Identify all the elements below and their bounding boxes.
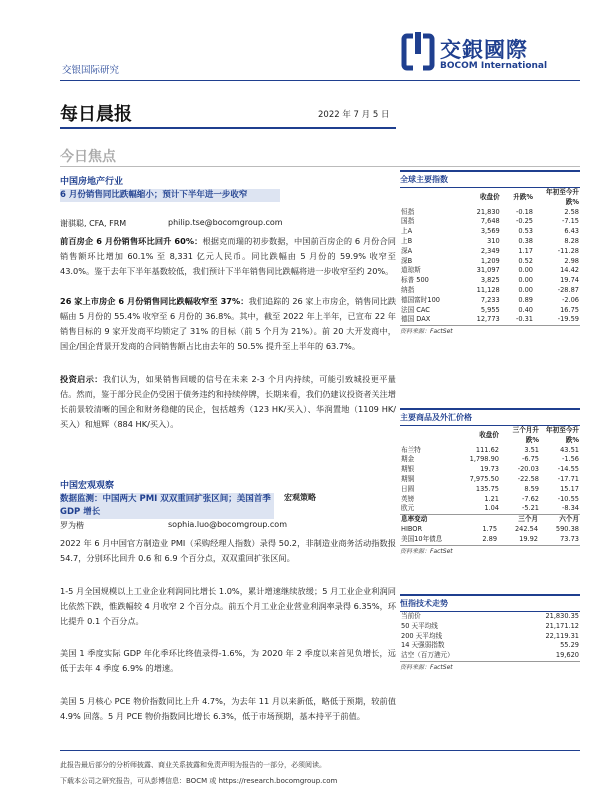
paragraph-lead: 前百房企 6 月份销售环比回升 60%：: [60, 236, 203, 246]
panel-title: 全球主要指数: [400, 170, 580, 188]
cell-value: 21,830.35: [545, 612, 579, 620]
table-row: [400, 632, 580, 642]
cell-value: 22,119.31: [545, 631, 579, 640]
cell-value: 135.75: [475, 484, 499, 493]
commodities-panel: [400, 408, 580, 555]
column-header: 升跌%: [513, 192, 533, 201]
table-row: [400, 525, 580, 535]
row-label: 上A: [401, 227, 413, 236]
technical-panel: [400, 594, 580, 671]
cell-value: 15.17: [560, 484, 579, 493]
section-category: 中国宏观观察: [60, 481, 115, 491]
row-label: 上B: [401, 236, 413, 245]
table-row: [400, 535, 580, 545]
section-tag: 宏观策略: [284, 493, 316, 502]
department-label: 交银国际研究: [62, 65, 120, 76]
cell-value: 19.73: [480, 465, 499, 474]
cell-value: 55.29: [560, 641, 579, 650]
cell-value: 0.89: [518, 295, 533, 304]
bocom-logo: [400, 32, 570, 76]
row-label: 标普 500: [401, 276, 429, 285]
row-label: 深A: [401, 246, 413, 255]
paragraph: 2022 年 6 月中国官方制造业 PMI（采购经理人指数）录得 50.2，非制造业商务活动指数报 54.7，分别环比回升 0.6 和 6.9 个百分点，双双重回扩张区间。: [60, 538, 396, 563]
cell-value: 73.73: [560, 534, 579, 543]
row-label: 美国10年债息: [401, 534, 443, 543]
cell-value: 19.74: [560, 276, 579, 285]
row-label: 国指: [401, 217, 415, 226]
cell-value: -11.28: [557, 246, 579, 255]
cell-value: -0.31: [515, 315, 533, 324]
cell-value: 8.59: [524, 484, 539, 493]
paragraph: [60, 234, 396, 279]
cell-value: -0.25: [515, 217, 533, 226]
cell-value: 1.04: [484, 504, 499, 513]
paragraph-text: 我们认为，如果销售回暖的信号在未来 2-3 个月内持续，可能引致城投更平量估。然而，鉴于部分民企仍受困于债务违约和持续停牌，长期来看，我们仍建议投资者关注增长前景较清晰的国企和财务稳健的民企，包括越秀（123 HK/买入）、华润置地（1109 HK/买入）和旭辉（884 HK/买入）。: [60, 374, 396, 429]
cell-value: 0.00: [518, 266, 533, 275]
indices-table: [400, 188, 580, 325]
cell-value: 7,233: [480, 295, 500, 304]
paragraph-text: 根据克而瑞的初步数据，中国前百房企的 6 月份合同销售额环比增加 60.1% 至 8,331 亿元人民币。同比跌幅由 5 月份的 59.9% 收窄至 43.0%。鉴于去年下半年基数较低，我们预计下半年销售同比跌幅将进一步收窄至约 20%。: [60, 236, 396, 276]
cell-value: -7.62: [521, 494, 539, 503]
table-row: [400, 446, 580, 456]
table-row: [400, 641, 580, 651]
cell-value: -0.18: [515, 207, 533, 216]
row-label: 沽空（百万港元）: [401, 651, 454, 660]
download-note[interactable]: 下载本公司之研究报告，可从彭博信息：BOCM 或 https://research.bocomgroup.com: [60, 777, 338, 785]
section-category: 中国房地产行业: [60, 177, 124, 187]
column-header: 收盘价: [479, 192, 500, 201]
table-row: [400, 485, 580, 495]
table-row: [400, 296, 580, 306]
subtitle-divider: [60, 166, 580, 167]
commodities-table: [400, 426, 580, 514]
logo-english-text: BOCOM International: [440, 61, 548, 71]
row-label: 道琼斯: [401, 266, 421, 275]
analyst-name: 罗为楷: [60, 521, 84, 530]
cell-value: -1.56: [561, 455, 579, 464]
cell-value: 7,648: [480, 217, 500, 226]
cell-value: 0.38: [518, 236, 533, 245]
logo-chinese-text: 交銀國際: [440, 38, 528, 62]
column-header: 年初至今升跌%: [546, 426, 579, 444]
cell-value: 590.38: [555, 524, 579, 533]
table-header-row: [400, 188, 580, 208]
cell-value: 31,097: [476, 266, 500, 275]
cell-value: -8.34: [561, 504, 579, 513]
cell-value: 21,171.12: [545, 621, 579, 630]
table-row: [400, 504, 580, 514]
row-label: 法国 CAC: [401, 305, 430, 314]
report-date: 2022 年 7 月 5 日: [318, 110, 390, 120]
table-row: [400, 612, 580, 622]
row-label: 期金: [401, 455, 415, 464]
cell-value: 3.51: [524, 445, 539, 454]
row-label: 欧元: [401, 504, 415, 513]
source-note: 资料来源：FactSet: [400, 547, 453, 555]
cell-value: 0.00: [518, 276, 533, 285]
table-row: [400, 315, 580, 325]
table-row: [400, 247, 580, 257]
cell-value: 111.62: [475, 445, 499, 454]
cell-value: -14.55: [557, 465, 579, 474]
row-label: 恒指: [401, 207, 415, 216]
row-label: 14 天强弱指数: [401, 641, 445, 650]
cell-value: 3,569: [480, 227, 500, 236]
cell-value: 8.28: [564, 236, 579, 245]
paragraph: [60, 372, 396, 432]
cell-value: 1,209: [480, 256, 500, 265]
cell-value: 1.75: [482, 524, 498, 533]
footer-divider: [60, 750, 580, 751]
paragraph-lead: 26 家上市房企 6 月份销售同比跌幅收窄至 37%：: [60, 296, 249, 306]
source-note: 资料来源：FactSet: [400, 663, 453, 671]
table-row: [400, 622, 580, 632]
panel-title: 主要商品及外汇价格: [400, 408, 580, 426]
cell-value: 19,620: [555, 651, 579, 660]
cell-value: 0.53: [518, 227, 533, 236]
table-row: [400, 208, 580, 218]
header-divider: [60, 80, 580, 81]
technical-table: [400, 612, 580, 661]
cell-value: 2,349: [480, 246, 500, 255]
cell-value: -20.03: [517, 465, 539, 474]
source-note: 资料来源：FactSet: [400, 328, 453, 336]
cell-value: 2.98: [564, 256, 579, 265]
column-header: 年初至今升跌%: [546, 188, 579, 206]
row-label: 当前价: [401, 612, 421, 620]
table-row: [400, 217, 580, 227]
column-header: 三个月升跌%: [512, 426, 539, 444]
cell-value: -22.58: [517, 474, 539, 483]
cell-value: 310: [487, 236, 500, 245]
cell-value: 14.42: [560, 266, 579, 275]
cell-value: 3,825: [480, 276, 500, 285]
row-label: 德国富时100: [401, 295, 440, 304]
cell-value: 19.92: [519, 534, 539, 543]
row-label: 英镑: [401, 494, 415, 503]
cell-value: -7.15: [561, 217, 579, 226]
row-label: 50 天平均线: [401, 621, 438, 630]
table-row: [400, 475, 580, 485]
cell-value: 43.51: [560, 445, 579, 454]
paragraph-text: 我们追踪的 26 家上市房企，销售同比跌幅由 5 月份的 55.4% 收窄至 6 月份的 36.8%。其中，截至 2022 年上半年，已宣布 22 年销售目标的 9 家开发商平均锁定了 31% 的目标（前 5 个月为 21%）。前 20 大开发商中，国企/国企背景开发商的合同销售额占比由去年的 50.5% 提升至上半年的 63.7%。: [60, 296, 397, 351]
cell-value: 2.89: [482, 534, 498, 543]
cell-value: 11,128: [476, 285, 500, 294]
table-header-row: [400, 515, 580, 525]
table-row: [400, 286, 580, 296]
paragraph: [60, 294, 396, 354]
cell-value: -10.55: [557, 494, 579, 503]
column-header: 三个月: [518, 515, 539, 524]
column-header: 六个月: [559, 515, 579, 524]
cell-value: 1,798.90: [469, 455, 499, 464]
row-label: 布兰特: [401, 445, 421, 454]
column-header: 收盘价: [479, 430, 499, 439]
cell-value: 1.17: [518, 246, 533, 255]
cell-value: 0.40: [518, 305, 533, 314]
row-label: 日圆: [401, 484, 415, 493]
bocom-logo-icon: [400, 32, 436, 72]
cell-value: 242.54: [514, 524, 539, 533]
table-row: [400, 237, 580, 247]
column-header: 息率变动: [401, 515, 428, 524]
cell-value: 21,830: [476, 207, 500, 216]
table-row: [400, 306, 580, 316]
macro-section-header: [60, 474, 280, 519]
section-headline[interactable]: 6 月份销售同比跌幅缩小；预计下半年进一步收窄: [60, 189, 280, 202]
disclaimer-note: 此报告最后部分的分析师披露、商业关系披露和免责声明为报告的一部分，必须阅读。: [60, 761, 326, 769]
table-row: [400, 651, 580, 661]
table-row: [400, 465, 580, 475]
row-label: 200 天平均线: [401, 631, 443, 640]
panel-title: 恒指技术走势: [400, 594, 580, 612]
table-row: [400, 495, 580, 505]
cell-value: -6.75: [521, 455, 539, 464]
row-label: 德国 DAX: [401, 315, 431, 324]
paragraph: 1-5 月全国规模以上工业企业利润同比增长 1.0%，累计增速继续放缓；5 月工业企业利润同比依然下跌，惟跌幅较 4 月收窄 2 个百分点。前五个月工业企业营业利润率录得 6.35%，环比提升 0.1 个百分点。: [60, 586, 397, 626]
cell-value: -2.06: [561, 295, 579, 304]
paragraph-lead: 投资启示：: [60, 374, 103, 384]
cell-value: -17.71: [557, 474, 579, 483]
analyst-name: 谢骐聪, CFA, FRM: [60, 219, 127, 228]
property-section-header: [60, 170, 280, 202]
section-headline[interactable]: 数据监测：中国两大 PMI 双双重回扩张区间；美国首季 GDP 增长: [60, 493, 274, 519]
table-row: [400, 257, 580, 267]
cell-value: -19.59: [557, 315, 579, 324]
title-divider: [60, 127, 396, 129]
analyst-email[interactable]: philip.tse@bocomgroup.com: [168, 218, 283, 227]
cell-value: 6.43: [564, 227, 579, 236]
table-row: [400, 266, 580, 276]
global-indices-panel: [400, 170, 580, 335]
cell-value: 12,773: [476, 315, 500, 324]
row-label: 纳指: [401, 285, 415, 294]
row-label: 深B: [401, 256, 413, 265]
cell-value: -28.87: [557, 285, 579, 294]
page-title: 每日晨报: [60, 104, 132, 125]
table-header-row: [400, 426, 580, 446]
cell-value: 16.75: [560, 305, 579, 314]
row-label: HIBOR: [401, 524, 423, 533]
rates-table: [400, 515, 580, 544]
cell-value: 1.21: [484, 494, 499, 503]
cell-value: 7,975.50: [469, 474, 499, 483]
cell-value: 5,955: [480, 305, 500, 314]
cell-value: 2.58: [564, 207, 579, 216]
analyst-email[interactable]: sophia.luo@bocomgroup.com: [168, 520, 287, 529]
section-subtitle: 今日焦点: [60, 149, 116, 165]
paragraph: 美国 5 月核心 PCE 物价指数同比上升 4.7%，为去年 11 月以来新低，略低于预期，较前值 4.9% 回落。5 月 PCE 物价指数同比增长 6.3%，低于市场预期，基本持平于前值。: [60, 696, 396, 721]
cell-value: 0.00: [518, 285, 533, 294]
table-row: [400, 276, 580, 286]
row-label: 期铜: [401, 474, 415, 483]
cell-value: -5.21: [521, 504, 539, 513]
cell-value: 0.52: [518, 256, 533, 265]
paragraph: 美国 1 季度实际 GDP 年化季环比终值录得-1.6%，为 2020 年 2 季度以来首见负增长，远低于去年 4 季度 6.9% 的增速。: [60, 648, 396, 673]
table-row: [400, 455, 580, 465]
row-label: 期银: [401, 465, 415, 474]
table-row: [400, 227, 580, 237]
